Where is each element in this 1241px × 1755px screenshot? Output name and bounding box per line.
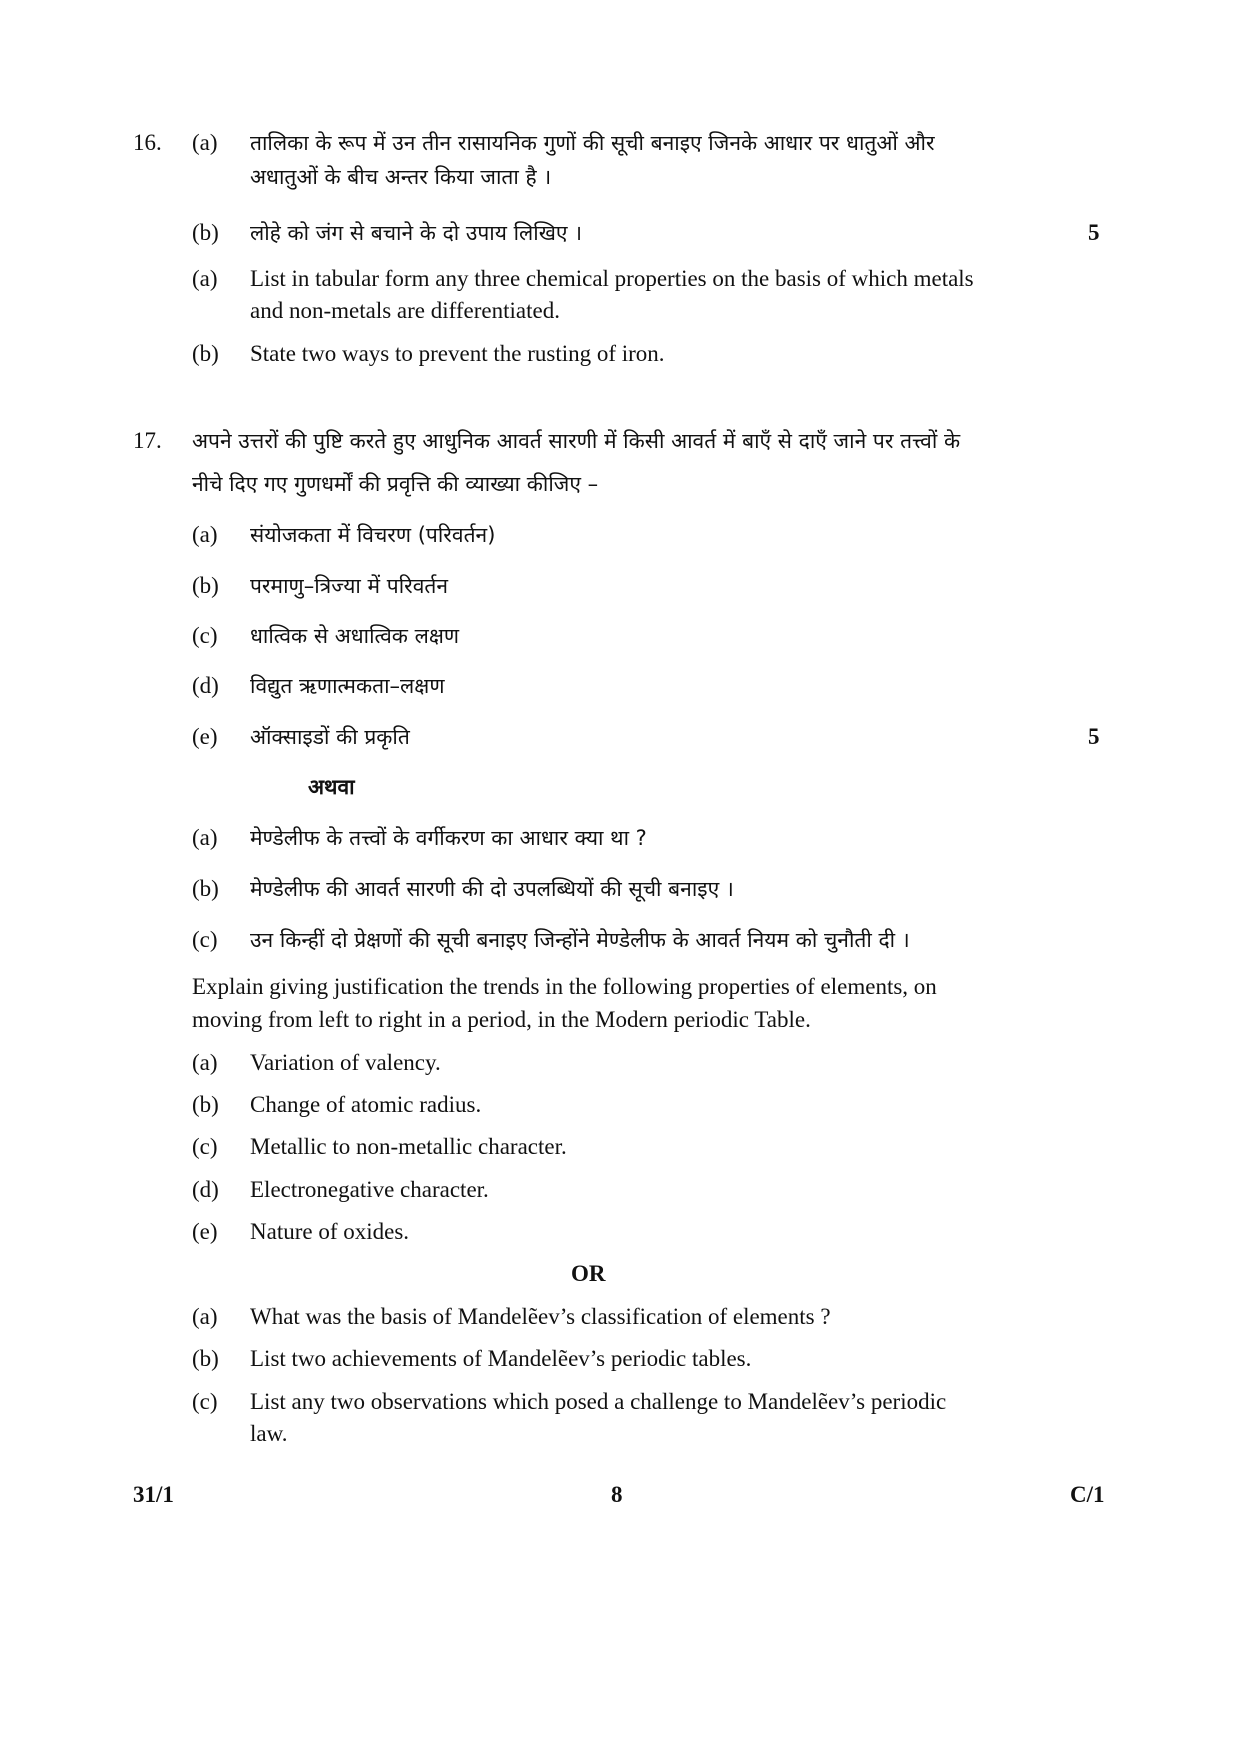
q17-hindi-or-item-label: (b) xyxy=(192,876,219,901)
q17-hindi-item-label: (c) xyxy=(192,623,218,648)
q17-hindi-item-label: (b) xyxy=(192,573,219,598)
q17-hindi-item-text: धात्विक से अधात्विक लक्षण xyxy=(250,624,460,648)
q17-english-or-item-text-line2: law. xyxy=(250,1421,288,1446)
footer-page-number: 8 xyxy=(611,1482,623,1507)
q17-english-item-text: Metallic to non-metallic character. xyxy=(250,1134,567,1159)
question-number-17: 17. xyxy=(133,428,162,453)
q17-english-item-label: (d) xyxy=(192,1177,219,1202)
q16-hindi-a-line2: अधातुओं के बीच अन्तर किया जाता है । xyxy=(250,165,552,189)
q17-english-item-text: Change of atomic radius. xyxy=(250,1092,482,1117)
q16-english-a-line1: List in tabular form any three chemical properties on the basis of which metals xyxy=(250,266,974,291)
question-number-16: 16. xyxy=(133,130,162,155)
q16-hindi-b-label: (b) xyxy=(192,220,219,245)
q17-english-item-label: (e) xyxy=(192,1219,218,1244)
q17-hindi-item-text: ऑक्साइडों की प्रकृति xyxy=(250,725,410,749)
q17-english-item-label: (a) xyxy=(192,1050,218,1075)
q17-english-intro-line2: moving from left to right in a period, in the Modern periodic Table. xyxy=(192,1007,811,1032)
or-heading: OR xyxy=(571,1261,606,1286)
q17-english-item-text: Nature of oxides. xyxy=(250,1219,410,1244)
q16-hindi-a-line1: तालिका के रूप में उन तीन रासायनिक गुणों की सूची बनाइए जिनके आधार पर धातुओं और xyxy=(250,131,935,155)
q17-english-intro-line1: Explain giving justification the trends in the following properties of elements, on xyxy=(192,974,937,999)
q17-hindi-or-item-text: मेण्डेलीफ के तत्त्वों के वर्गीकरण का आधार क्या था ? xyxy=(250,826,647,850)
q16-marks: 5 xyxy=(1088,220,1100,245)
q16-hindi-b-text: लोहे को जंग से बचाने के दो उपाय लिखिए । xyxy=(250,221,583,245)
q17-hindi-item-label: (a) xyxy=(192,522,218,547)
q16-english-a-line2: and non-metals are differentiated. xyxy=(250,298,560,323)
q17-hindi-intro-line1: अपने उत्तरों की पुष्टि करते हुए आधुनिक आवर्त सारणी में किसी आवर्त में बाएँ से दाएँ जाने पर तत्त्वों के xyxy=(192,429,961,453)
q17-english-item-text: Variation of valency. xyxy=(250,1050,441,1075)
q17-hindi-intro-line2: नीचे दिए गए गुणधर्मों की प्रवृत्ति की व्याख्या कीजिए – xyxy=(192,472,599,496)
q17-hindi-or-item-text: मेण्डेलीफ की आवर्त सारणी की दो उपलब्धियों की सूची बनाइए । xyxy=(250,877,734,901)
q17-hindi-item-label: (e) xyxy=(192,724,218,749)
q17-hindi-or-item-label: (c) xyxy=(192,927,218,952)
q17-hindi-or-item-label: (a) xyxy=(192,825,218,850)
q17-english-or-item-text: What was the basis of Mandelẽev’s classification of elements ? xyxy=(250,1304,831,1329)
q17-marks: 5 xyxy=(1088,724,1100,749)
q16-english-a-label: (a) xyxy=(192,266,218,291)
q17-hindi-or-item-text: उन किन्हीं दो प्रेक्षणों की सूची बनाइए जिन्होंने मेण्डेलीफ के आवर्त नियम को चुनौती दी । xyxy=(250,928,910,952)
q17-english-or-item-label: (c) xyxy=(192,1389,218,1414)
q17-english-item-label: (b) xyxy=(192,1092,219,1117)
q17-english-or-item-text: List two achievements of Mandelẽev’s periodic tables. xyxy=(250,1346,752,1371)
q16-english-b-text: State two ways to prevent the rusting of iron. xyxy=(250,341,665,366)
q16-english-b-label: (b) xyxy=(192,341,219,366)
q16-hindi-a-label: (a) xyxy=(192,130,218,155)
footer-set-code: C/1 xyxy=(1070,1482,1105,1507)
q17-hindi-item-text: परमाणु–त्रिज्या में परिवर्तन xyxy=(250,574,449,598)
athva-heading: अथवा xyxy=(308,775,355,799)
footer-paper-code: 31/1 xyxy=(133,1482,174,1507)
q17-english-or-item-label: (a) xyxy=(192,1304,218,1329)
q17-english-item-text: Electronegative character. xyxy=(250,1177,489,1202)
q17-hindi-item-label: (d) xyxy=(192,673,219,698)
q17-english-or-item-label: (b) xyxy=(192,1346,219,1371)
q17-hindi-item-text: विद्युत ऋणात्मकता–लक्षण xyxy=(250,674,445,698)
q17-english-or-item-text-line1: List any two observations which posed a challenge to Mandelẽev’s periodic xyxy=(250,1389,947,1414)
q17-english-item-label: (c) xyxy=(192,1134,218,1159)
q17-hindi-item-text: संयोजकता में विचरण (परिवर्तन) xyxy=(250,523,496,547)
